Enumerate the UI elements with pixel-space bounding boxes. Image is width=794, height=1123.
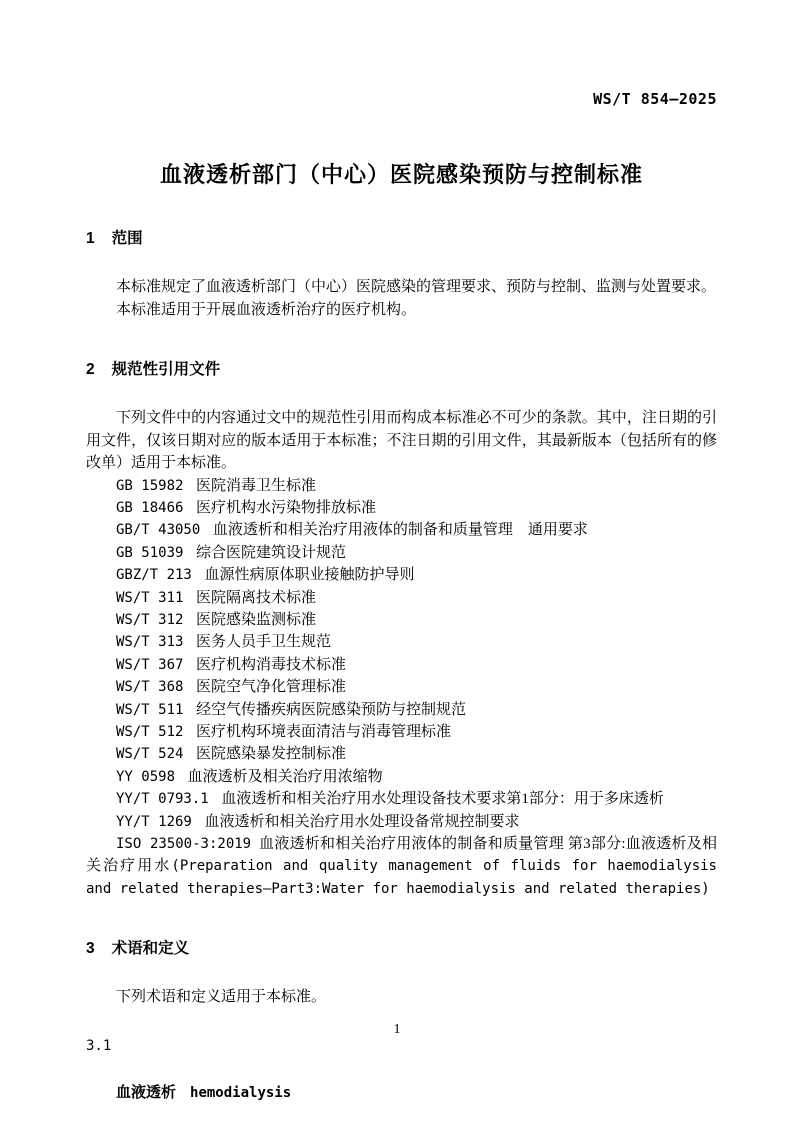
reference-code: WS/T 512 xyxy=(116,723,184,740)
reference-code: WS/T 367 xyxy=(116,656,184,673)
reference-row xyxy=(86,766,717,788)
reference-row xyxy=(86,475,717,497)
section-2-title: 规范性引用文件 xyxy=(111,361,221,378)
term-zh: 血液透析 xyxy=(116,1083,177,1101)
reference-code: WS/T 524 xyxy=(116,746,184,763)
reference-code: GB 15982 xyxy=(116,477,184,494)
reference-row xyxy=(86,542,717,564)
section-2-number: 2 xyxy=(86,361,95,378)
reference-row xyxy=(86,811,717,833)
reference-title: 血源性病原体职业接触防护导则 xyxy=(204,567,415,584)
reference-code: WS/T 511 xyxy=(116,701,184,718)
section-1-title: 范围 xyxy=(111,230,143,247)
reference-title: 医务人员手卫生规范 xyxy=(196,634,332,651)
reference-row xyxy=(86,654,717,676)
iso-reference xyxy=(86,833,717,900)
reference-row xyxy=(86,676,717,698)
reference-code: YY/T 1269 xyxy=(116,813,192,830)
section-1-number: 1 xyxy=(86,230,95,247)
reference-title: 医院感染暴发控制标准 xyxy=(196,746,347,763)
reference-code: GBZ/T 213 xyxy=(116,567,192,584)
page-title: 血液透析部门（中心）医院感染预防与控制标准 xyxy=(159,162,643,187)
iso-reference-title-en: (Preparation and quality management of fluids for haemodialysis and related therapies—Part3:Water for haemodialysis and related therapies) xyxy=(86,858,717,897)
section-2-heading xyxy=(86,361,717,379)
reference-title: 血液透析及相关治疗用浓缩物 xyxy=(187,768,383,785)
reference-row xyxy=(86,519,717,541)
reference-code: GB 18466 xyxy=(116,499,184,516)
reference-title: 医疗机构消毒技术标准 xyxy=(196,656,347,673)
normative-reference-list xyxy=(86,475,717,834)
reference-row xyxy=(86,699,717,721)
reference-code: YY 0598 xyxy=(116,768,176,785)
reference-title: 医院隔离技术标准 xyxy=(196,589,317,606)
reference-title: 经空气传播疾病医院感染预防与控制规范 xyxy=(196,701,467,718)
reference-code: WS/T 368 xyxy=(116,679,184,696)
reference-title: 医疗机构环境表面清洁与消毒管理标准 xyxy=(196,723,452,740)
reference-row xyxy=(86,721,717,743)
section-1-paragraph-1: 本标准规定了血液透析部门（中心）医院感染的管理要求、预防与控制、监测与处置要求。 xyxy=(116,279,717,295)
term-entry xyxy=(86,1083,717,1103)
reference-code: WS/T 311 xyxy=(116,589,184,606)
page-number: 1 xyxy=(393,1022,401,1037)
section-2-intro: 下列文件中的内容通过文中的规范性引用而构成本标准必不可少的条款。其中，注日期的引用文件，仅该日期对应的版本适用于本标准；不注日期的引用文件，其最新版本（包括所有的修改单）适用于本标准。 xyxy=(86,410,717,471)
term-en: hemodialysis xyxy=(190,1084,292,1101)
reference-code: GB/T 43050 xyxy=(116,522,201,539)
iso-reference-code: ISO 23500-3:2019 xyxy=(116,836,252,852)
section-1-heading xyxy=(86,230,717,248)
reference-title: 血液透析和相关治疗用液体的制备和质量管理 通用要求 xyxy=(212,522,588,539)
reference-row xyxy=(86,788,717,810)
reference-title: 医院感染监测标准 xyxy=(196,611,317,628)
reference-row xyxy=(86,564,717,586)
reference-row xyxy=(86,609,717,631)
standard-code: WS/T 854—2025 xyxy=(593,90,717,108)
reference-code: WS/T 313 xyxy=(116,634,184,651)
reference-code: WS/T 312 xyxy=(116,611,184,628)
section-3-number: 3 xyxy=(86,940,95,958)
reference-code: GB 51039 xyxy=(116,544,184,561)
section-3-title: 术语和定义 xyxy=(111,940,190,958)
section-1-paragraph-2: 本标准适用于开展血液透析治疗的医疗机构。 xyxy=(116,301,417,318)
reference-title: 医院消毒卫生标准 xyxy=(196,477,317,494)
reference-title: 医疗机构水污染物排放标准 xyxy=(196,499,377,516)
term-number: 3.1 xyxy=(86,1037,112,1054)
section-3-intro: 下列术语和定义适用于本标准。 xyxy=(116,989,327,1006)
section-3-heading xyxy=(86,940,717,958)
reference-row xyxy=(86,587,717,609)
reference-title: 医院空气净化管理标准 xyxy=(196,679,347,696)
reference-code: YY/T 0793.1 xyxy=(116,791,209,808)
reference-title: 血液透析和相关治疗用水处理设备技术要求第1部分：用于多床透析 xyxy=(221,791,664,808)
iso-reference-title-zh: 血液透析和相关治疗用液体的制备和质量管理 第3部分:血液透析及相关治疗用水 xyxy=(86,836,718,875)
reference-row xyxy=(86,631,717,653)
reference-row xyxy=(86,497,717,519)
reference-title: 血液透析和相关治疗用水处理设备常规控制要求 xyxy=(204,813,520,830)
reference-row xyxy=(86,743,717,765)
reference-title: 综合医院建筑设计规范 xyxy=(196,544,347,561)
